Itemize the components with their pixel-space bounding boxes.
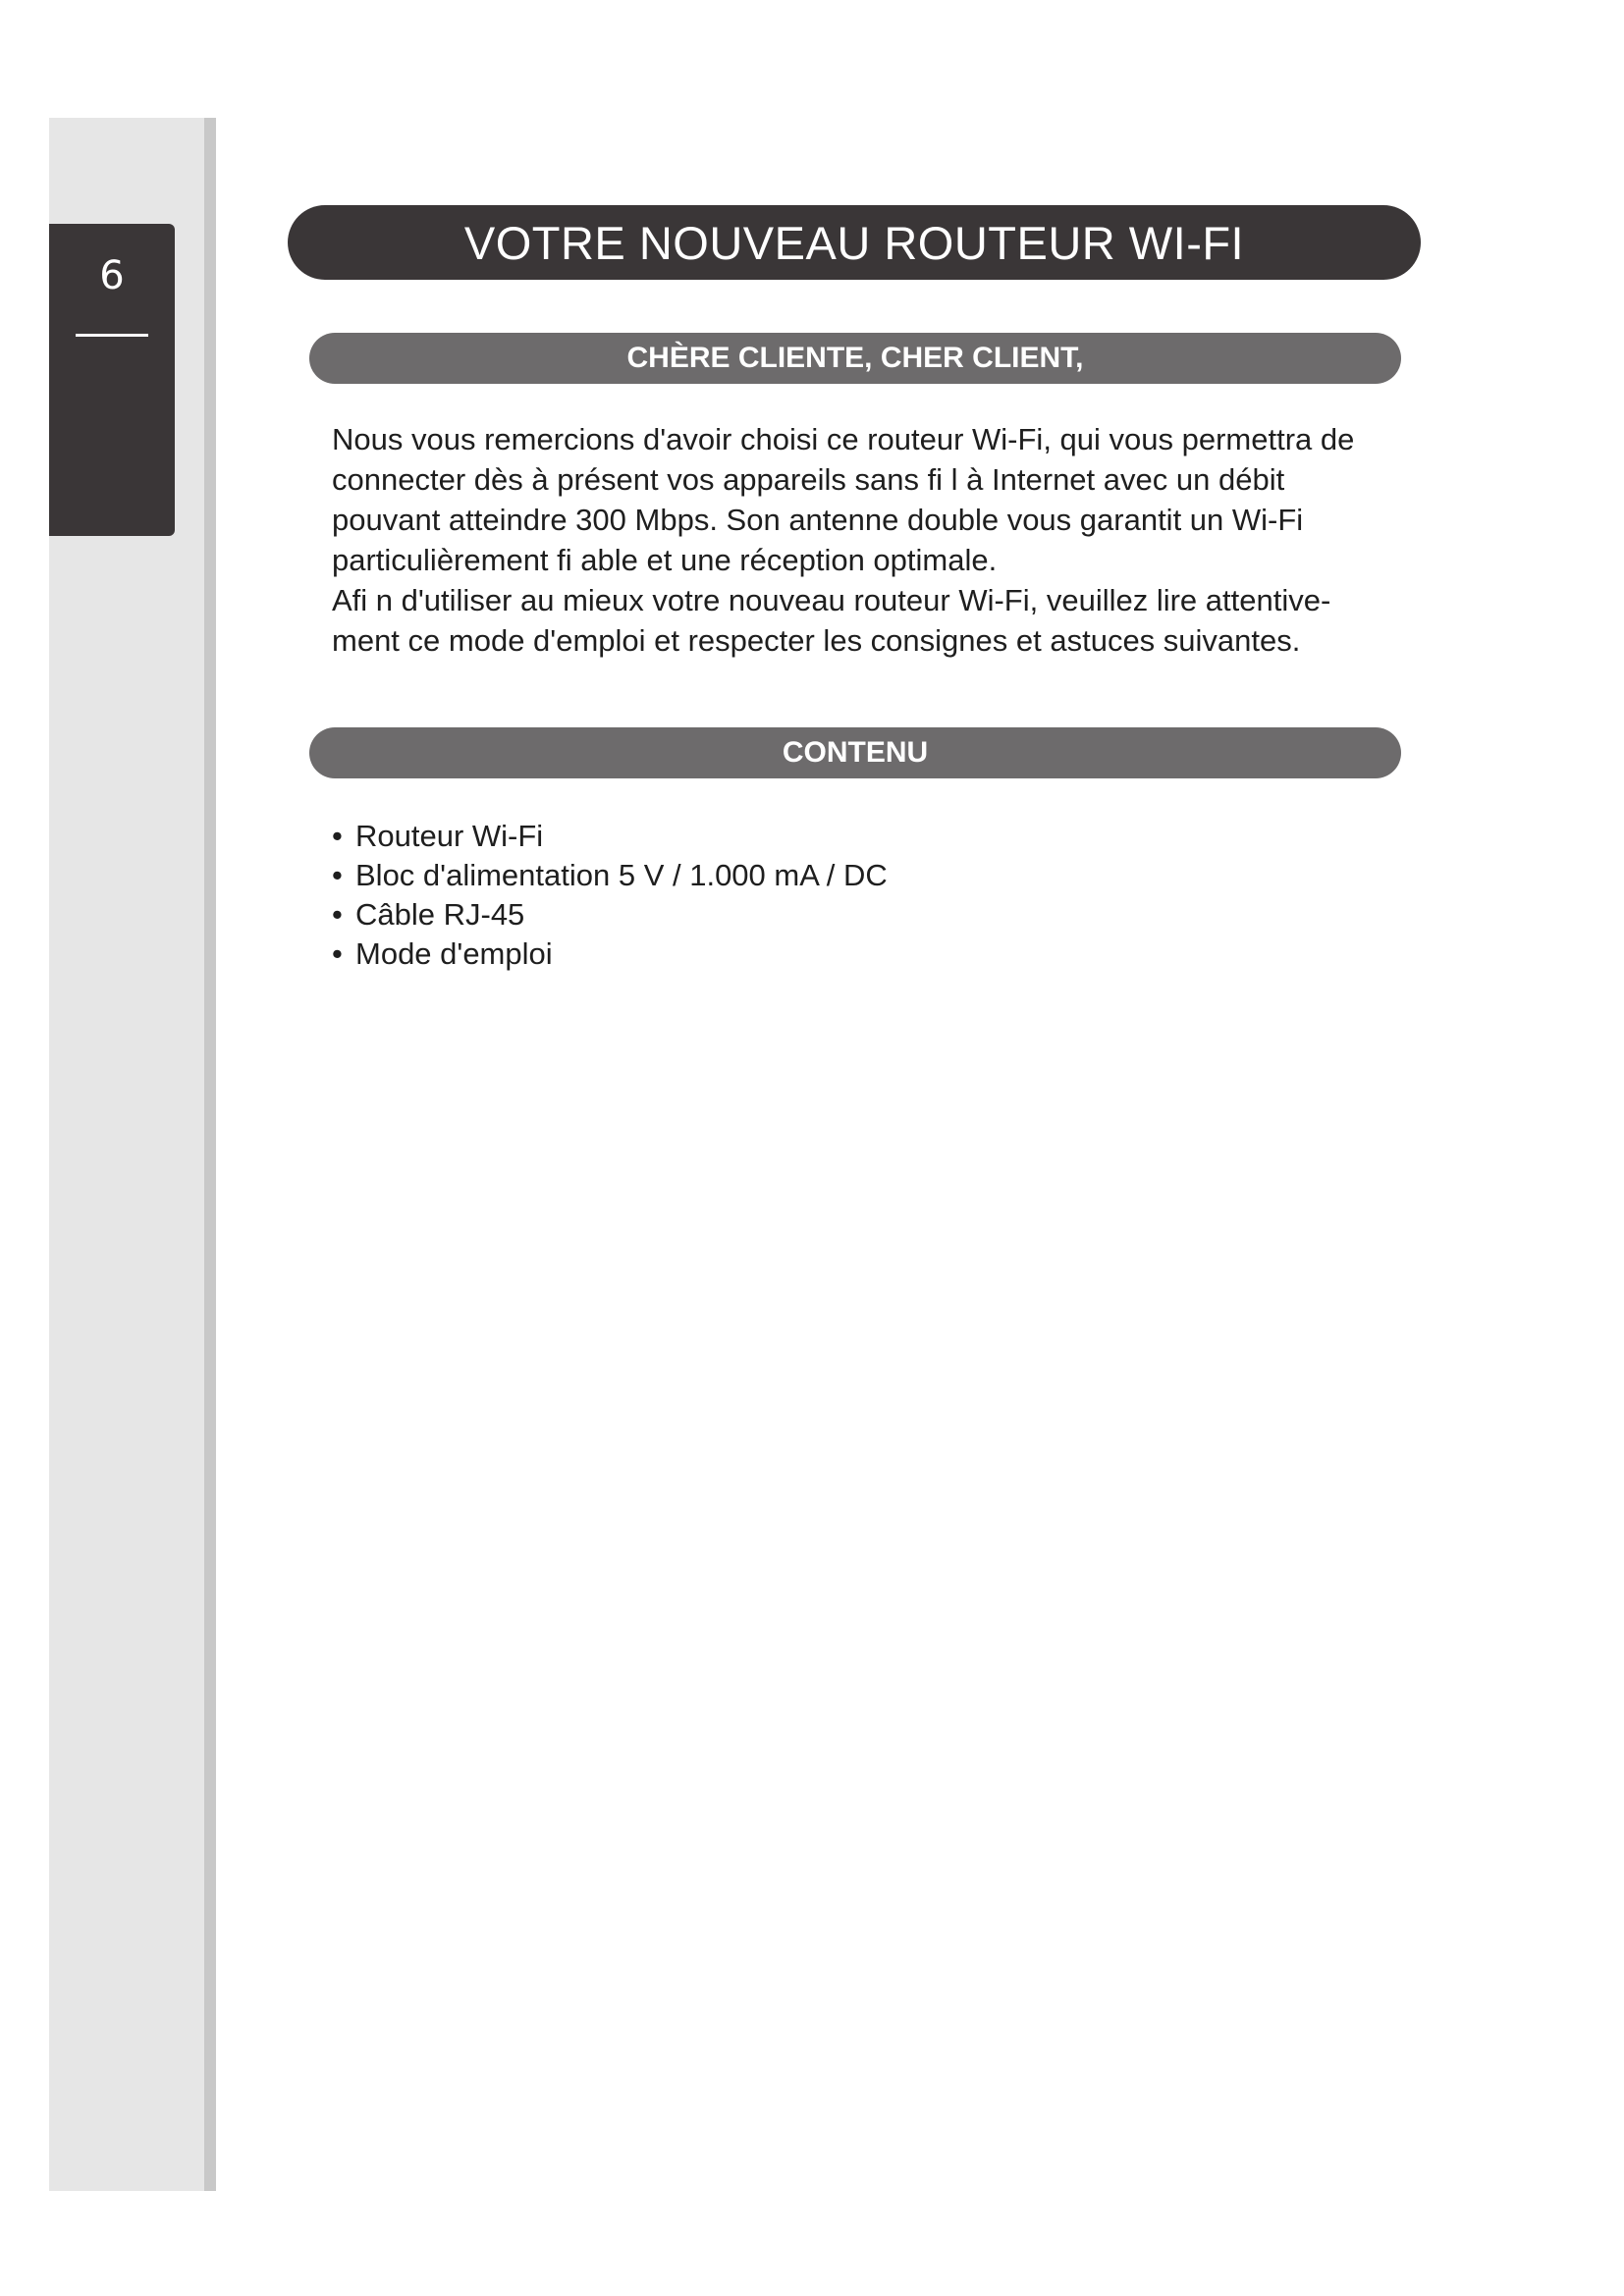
page-title: VOTRE NOUVEAU ROUTEUR WI-FI — [463, 216, 1245, 269]
page-number-rule — [76, 334, 148, 337]
side-strip-edge — [204, 118, 216, 2191]
contents-list — [332, 817, 888, 974]
intro-text — [332, 419, 1373, 661]
page-number: 6 — [99, 253, 125, 298]
list-item: • Bloc d'alimentation 5 V / 1.000 mA / DC — [332, 856, 888, 895]
section-heading-bar-contents — [309, 727, 1401, 778]
list-item: • Mode d'emploi — [332, 934, 888, 974]
page-tab — [49, 224, 175, 536]
list-item: • Routeur Wi-Fi — [332, 817, 888, 856]
list-item: • Câble RJ-45 — [332, 895, 888, 934]
section-heading-bar-greeting — [309, 333, 1401, 384]
intro-paragraph-2: Afi n d'utiliser au mieux votre nouveau routeur Wi-Fi, veuillez lire attentive-ment ce mode d'emploi et respecter les consignes et astuces suivantes. — [332, 583, 1331, 658]
page-title-bar — [288, 205, 1421, 280]
section-heading-contents: CONTENU — [782, 736, 929, 769]
section-heading-greeting: CHÈRE CLIENTE, CHER CLIENT, — [626, 342, 1084, 374]
intro-paragraph-1: Nous vous remercions d'avoir choisi ce routeur Wi-Fi, qui vous permettra de connecter dès à présent vos appareils sans fi l à Internet avec un débit pouvant atteindre 300 Mbps. Son antenne double vous garantit un Wi-Fi particulièrement fi able et une réception optimale. — [332, 422, 1355, 577]
